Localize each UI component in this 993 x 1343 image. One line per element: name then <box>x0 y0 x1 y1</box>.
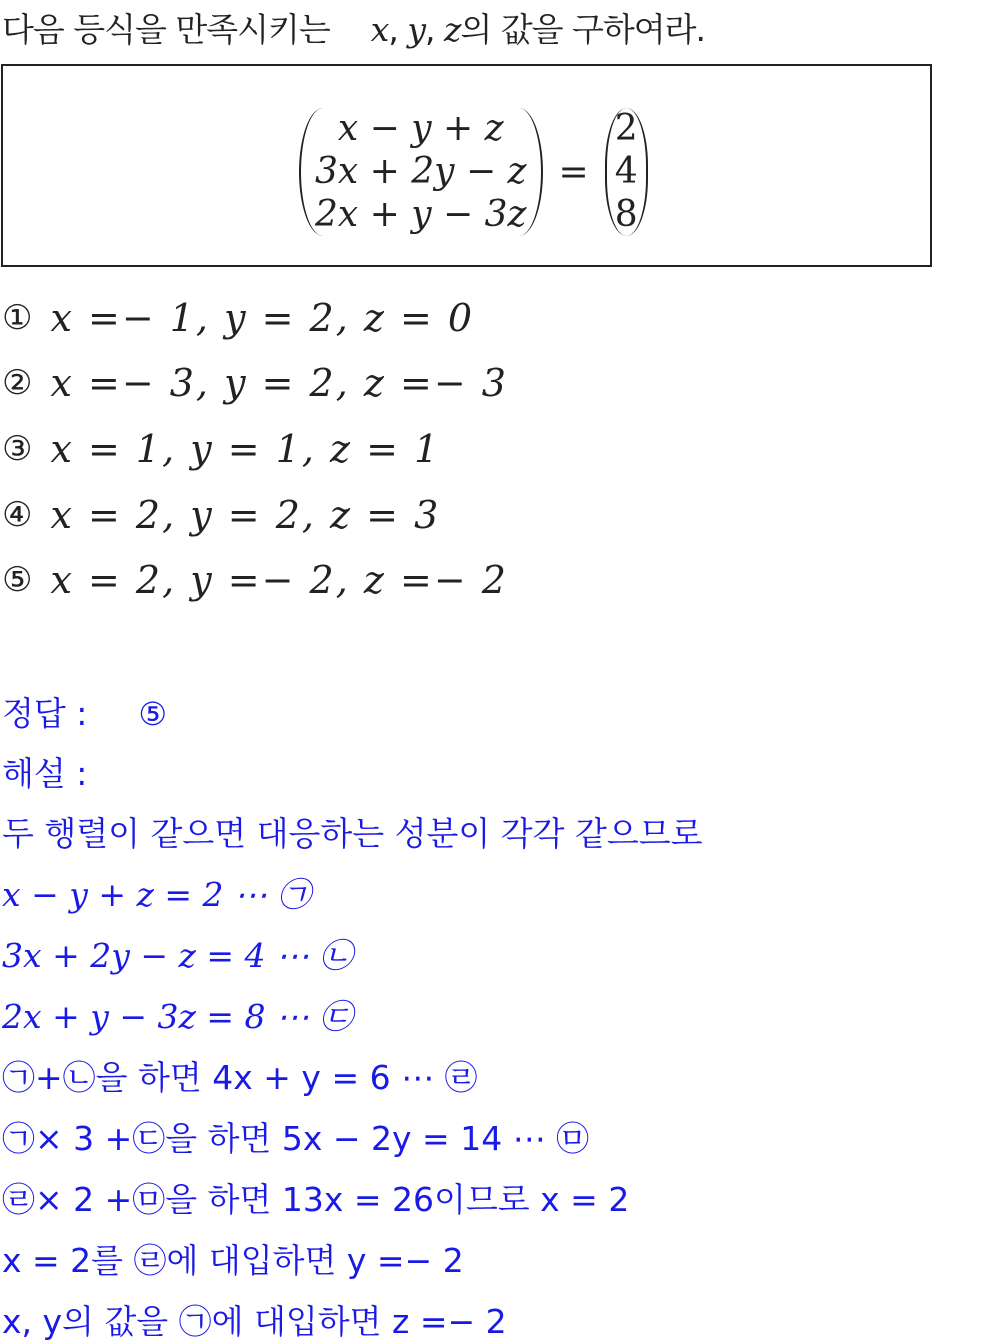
choice-3[interactable] <box>2 427 440 471</box>
equals-sign: = <box>558 151 589 193</box>
left-matrix <box>299 108 543 236</box>
answer-line <box>2 688 167 735</box>
choice-text: x =− 1, y = 2, z = 0 <box>50 296 475 340</box>
choice-text: x = 1, y = 1, z = 1 <box>50 427 441 471</box>
solution-line-9: x, y의 값을 ㉠에 대입하면 z =− 2 <box>2 1302 507 1341</box>
left-row-2: 3x + 2y − z <box>315 151 527 192</box>
choice-4[interactable] <box>2 493 440 537</box>
solution-line-8: x = 2를 ㉣에 대입하면 y =− 2 <box>2 1241 464 1280</box>
equation-box <box>1 64 932 267</box>
choice-number: ⑤ <box>2 560 33 600</box>
solution-line-2: x − y + z = 2 ⋯ ㉠ <box>2 875 311 914</box>
right-row-3: 8 <box>614 194 638 235</box>
right-row-2: 4 <box>614 151 638 192</box>
choice-number: ② <box>2 363 33 403</box>
choice-number: ① <box>2 298 33 338</box>
choice-text: x = 2, y = 2, z = 3 <box>50 493 441 537</box>
choice-2[interactable] <box>2 361 508 405</box>
left-row-3: 2x + y − 3z <box>315 194 527 235</box>
question-suffix: 의 값을 구하여라. <box>460 10 706 49</box>
answer-value: ⑤ <box>138 695 168 733</box>
solution-line-3: 3x + 2y − z = 4 ⋯ ㉡ <box>2 936 353 975</box>
solution-line-1: 두 행렬이 같으면 대응하는 성분이 각각 같으므로 <box>2 814 703 853</box>
choice-text: x =− 3, y = 2, z =− 3 <box>50 361 508 405</box>
right-matrix <box>605 108 648 236</box>
explanation-label: 해설 : <box>2 754 88 793</box>
var-y: y <box>407 10 426 49</box>
left-row-1: x − y + z <box>337 108 504 149</box>
var-x: x <box>370 10 389 49</box>
solution-line-7: ㉣× 2 +㉤을 하면 13x = 26이므로 x = 2 <box>2 1180 630 1219</box>
choice-1[interactable] <box>2 296 474 340</box>
choice-number: ③ <box>2 429 33 469</box>
choice-text: x = 2, y =− 2, z =− 2 <box>50 558 508 602</box>
matrix-equation <box>299 108 648 236</box>
question-prefix: 다음 등식을 만족시키는 <box>2 10 330 49</box>
question-text: 다음 등식을 만족시키는 x, y, z의 값을 구하여라. <box>2 10 706 49</box>
solution-line-5: ㉠+㉡을 하면 4x + y = 6 ⋯ ㉣ <box>2 1058 478 1097</box>
choice-number: ④ <box>2 495 33 535</box>
answer-label: 정답 : <box>2 694 88 733</box>
solution-line-6: ㉠× 3 +㉢을 하면 5x − 2y = 14 ⋯ ㉤ <box>2 1119 590 1158</box>
solution-line-4: 2x + y − 3z = 8 ⋯ ㉢ <box>2 997 353 1036</box>
var-z: z <box>444 10 461 49</box>
choice-5[interactable] <box>2 558 508 602</box>
right-row-1: 2 <box>614 108 638 149</box>
